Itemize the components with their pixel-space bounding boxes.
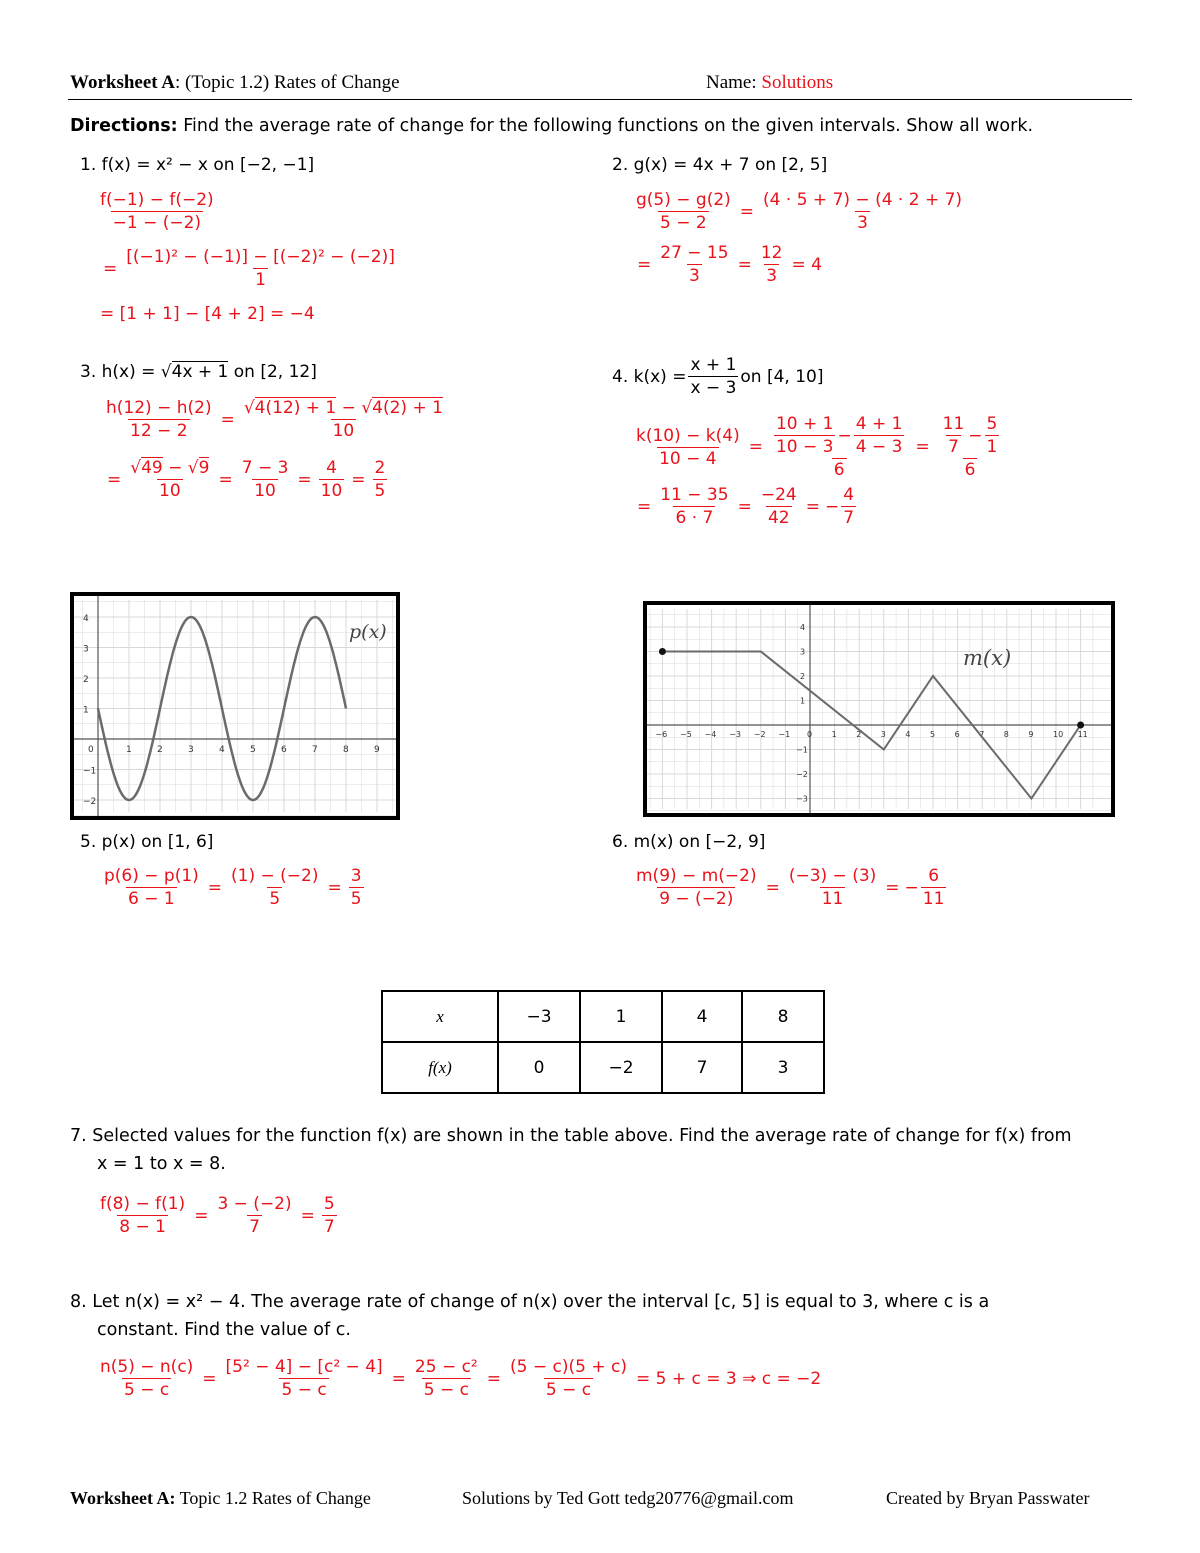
p2-c-den: 3 xyxy=(689,266,700,286)
p4-e-den: 42 xyxy=(767,508,790,528)
p3-c-minus: − xyxy=(162,458,188,478)
worksheet-header xyxy=(70,72,400,94)
p4-c-minus: − xyxy=(968,425,983,446)
x-tick-label: −1 xyxy=(778,730,791,739)
problem-7-line-1: 7. Selected values for the function f(x) are shown in the table above. Find the average rate of change for f(x) from xyxy=(70,1126,1072,1146)
x-tick-label: 5 xyxy=(930,730,936,739)
table-cell: 1 xyxy=(580,991,662,1042)
x-tick-label: 10 xyxy=(1053,730,1064,739)
name-value: Solutions xyxy=(761,72,834,93)
problem-1-prompt: 1. f(x) = x² − x on [−2, −1] xyxy=(80,155,315,175)
p7-a-num: f(8) − f(1) xyxy=(100,1194,186,1214)
graph-m-label: m(x) xyxy=(963,646,1012,670)
p3-a-num: h(12) − h(2) xyxy=(106,398,212,418)
p7-b-den: 7 xyxy=(249,1217,260,1237)
x-tick-label: 9 xyxy=(1028,730,1034,739)
y-tick-label: 3 xyxy=(83,644,89,655)
problem-4-step-1: $\frac{k(10) - k(4)}{10 - 4}$ = $\frac{10 + 1}{10 - 3}$ − $\frac{4 + 1}{4 - 3}$ 6 = $\frac{11}{7}$ − $\frac{5}{1}$ 6 xyxy=(636,414,998,480)
table-cell: 7 xyxy=(662,1042,742,1093)
p4-c-f2-den: 1 xyxy=(986,437,998,457)
p6-b-num: (−3) − (3) xyxy=(788,866,877,886)
p3-f-num: 2 xyxy=(374,458,386,478)
p7-c-den: 7 xyxy=(323,1217,335,1237)
p3-f-den: 5 xyxy=(374,481,386,501)
p3-e-num: 4 xyxy=(326,458,337,478)
p3-d-num: 7 − 3 xyxy=(241,458,289,478)
p2-result: = 4 xyxy=(791,254,822,275)
p3-e-den: 10 xyxy=(320,481,343,501)
name-label: Name: xyxy=(706,72,762,93)
problem-5-step-1: $\frac{p(6) - p(1)}{6 - 1}$ = $\frac{(1) - (-2)}{5}$ = $\frac{3}{5}$ xyxy=(104,866,362,909)
p8-d-den: 5 − c xyxy=(545,1380,592,1400)
p3-prompt-pre: 3. h(x) = xyxy=(80,362,161,382)
p1-step2-den: 1 xyxy=(255,270,266,290)
directions xyxy=(70,116,1033,136)
p4-b-f2-den: 4 − 3 xyxy=(855,437,903,457)
problem-8-line-1: 8. Let n(x) = x² − 4. The average rate of change of n(x) over the interval [c, 5] is equal to 3, where c is a xyxy=(70,1292,990,1312)
p2-a-num: g(5) − g(2) xyxy=(636,190,731,210)
p2-d-num: 12 xyxy=(760,243,783,263)
p4-b-f1-num: 10 + 1 xyxy=(775,414,834,434)
p7-c-num: 5 xyxy=(323,1194,335,1214)
problem-6-step-1: $\frac{m(9) - m(-2)}{9 - (-2)}$ = $\frac{(-3) - (3)}{11}$ = − $\frac{6}{11}$ xyxy=(636,866,945,909)
name-field xyxy=(706,72,833,94)
p6-b-den: 11 xyxy=(821,889,844,909)
problem-7-step-1: $\frac{f(8) - f(1)}{8 - 1}$ = $\frac{3 - (-2)}{7}$ = $\frac{5}{7}$ xyxy=(100,1194,335,1237)
table-row xyxy=(382,1042,824,1093)
graph-m xyxy=(643,601,1115,817)
y-tick-label: 4 xyxy=(800,623,806,632)
footer-created: Created by Bryan Passwater xyxy=(886,1488,1090,1508)
y-tick-label: −1 xyxy=(83,766,97,777)
p4-a-num: k(10) − k(4) xyxy=(636,425,740,446)
p3-b-den: 10 xyxy=(332,421,355,441)
p2-b-den: 3 xyxy=(857,213,868,233)
table-row xyxy=(382,991,824,1042)
problem-4-prompt xyxy=(612,355,824,398)
x-tick-label: −6 xyxy=(655,730,668,739)
p3-b-minus: − xyxy=(336,398,362,418)
y-tick-label: 2 xyxy=(800,672,806,681)
p8-a-den: 5 − c xyxy=(124,1380,170,1400)
p1-step2-num: [(−1)² − (−1)] − [(−2)² − (−2)] xyxy=(126,247,395,267)
x-tick-label: 1 xyxy=(126,745,132,755)
p6-a-den: 9 − (−2) xyxy=(659,889,734,909)
problem-3-step-2: = $\frac{√49 - √9}{10}$ = $\frac{7 - 3}{10}$ = $\frac{4}{10}$ = $\frac{2}{5}$ xyxy=(107,458,386,501)
p3-c-rad2: 9 xyxy=(198,458,210,478)
x-tick-label: −3 xyxy=(729,730,741,739)
p8-b-num: [5² − 4] − [c² − 4] xyxy=(225,1357,383,1377)
p3-d-den: 10 xyxy=(254,481,276,501)
table-header-fx: f(x) xyxy=(382,1042,498,1093)
table-cell: 0 xyxy=(498,1042,580,1093)
header-rule xyxy=(68,99,1132,100)
x-tick-label: 4 xyxy=(219,745,225,755)
p2-d-den: 3 xyxy=(766,266,778,286)
p8-b-den: 5 − c xyxy=(281,1380,327,1400)
x-tick-label: 9 xyxy=(374,745,380,755)
p6-c-den: 11 xyxy=(922,889,945,909)
p1-step1-den: −1 − (−2) xyxy=(112,213,202,233)
x-tick-label: 2 xyxy=(157,745,163,755)
y-tick-label: −2 xyxy=(796,770,808,779)
x-tick-label: 7 xyxy=(312,745,318,755)
p8-c-num: 25 − c² xyxy=(414,1357,478,1377)
x-tick-label: 8 xyxy=(1003,730,1009,739)
graph-m-plot xyxy=(647,605,1111,813)
p4-a-den: 10 − 4 xyxy=(659,448,717,469)
x-tick-label: 6 xyxy=(954,730,960,739)
p3-a-den: 12 − 2 xyxy=(130,421,188,441)
y-tick-label: −1 xyxy=(796,745,808,755)
endpoint-dot xyxy=(659,648,666,655)
p8-result: = 5 + c = 3 ⇒ c = −2 xyxy=(635,1368,822,1389)
table-header-x: x xyxy=(382,991,498,1042)
x-tick-label: 2 xyxy=(856,730,862,739)
y-tick-label: −3 xyxy=(796,794,808,804)
worksheet-label: Worksheet A xyxy=(70,72,176,93)
p7-a-den: 8 − 1 xyxy=(119,1217,166,1237)
directions-label: Directions: xyxy=(70,116,178,136)
p5-a-num: p(6) − p(1) xyxy=(104,866,199,886)
footer-solutions: Solutions by Ted Gott tedg20776@gmail.com xyxy=(462,1488,794,1508)
p3-c-rad1: 49 xyxy=(141,458,163,478)
problem-2-step-2: = $\frac{27 - 15}{3}$ = $\frac{12}{3}$ = 4 xyxy=(637,243,822,286)
endpoint-dot xyxy=(1077,722,1084,729)
problem-8-step-1: $\frac{n(5) - n(c)}{5 - c}$ = $\frac{\text{[5² − 4] − [c² − 4]}}{5 - c}$ = $\frac{\text{25 − c²}}{5 - c}$ = $\frac{(5 - c)(5 + c)}{5 - c}$ = 5 + c = 3 ⇒ c = −2 xyxy=(100,1357,822,1400)
y-tick-label: 1 xyxy=(83,705,89,716)
problem-3-prompt xyxy=(80,362,317,382)
table-cell: −2 xyxy=(580,1042,662,1093)
x-tick-label: 0 xyxy=(88,745,94,755)
directions-text: Find the average rate of change for the following functions on the given intervals. Show all work. xyxy=(177,116,1034,136)
x-tick-label: 8 xyxy=(343,745,349,755)
p4-b-f2-num: 4 + 1 xyxy=(855,414,903,434)
p6-c-sign: − xyxy=(904,877,919,898)
p4-f-den: 7 xyxy=(843,508,855,528)
x-tick-label: 11 xyxy=(1077,730,1088,739)
p8-d-num: (5 − c)(5 + c) xyxy=(510,1357,627,1377)
x-tick-label: −2 xyxy=(753,730,766,739)
graph-p-label: p(x) xyxy=(349,621,387,643)
x-tick-label: 7 xyxy=(979,730,985,739)
x-tick-label: 3 xyxy=(880,730,886,739)
p4-prompt-den: x − 3 xyxy=(690,378,737,398)
problem-1-step-1 xyxy=(96,190,218,233)
x-tick-label: −5 xyxy=(680,730,692,739)
graph-p xyxy=(70,592,400,820)
p3-b-rad2: 4(2) + 1 xyxy=(372,398,443,418)
problem-3-step-1: $\frac{h(12) - h(2)}{12 - 2}$ = $\frac{√4(12) + 1 - √4(2) + 1}{10}$ xyxy=(106,398,443,441)
p4-f-sign: − xyxy=(824,496,840,517)
p1-step1-num: f(−1) − f(−2) xyxy=(100,190,214,210)
problem-4-step-2: = $\frac{11 - 35}{6 \cdot 7}$ = $\frac{-24}{42}$ = − $\frac{4}{7}$ xyxy=(637,485,855,528)
p4-prompt-post: on [4, 10] xyxy=(740,366,824,387)
p4-d-num: 11 − 35 xyxy=(660,485,729,505)
x-tick-label: 4 xyxy=(905,730,911,739)
p3-b-rad1: 4(12) + 1 xyxy=(254,398,337,418)
footer-topic: Topic 1.2 Rates of Change xyxy=(175,1488,371,1508)
radical-sign: √ xyxy=(160,362,172,382)
p5-b-den: 5 xyxy=(269,889,281,909)
problem-2-step-1: $\frac{g(5) - g(2)}{5 - 2}$ = $\frac{(4 \cdot 5 + 7) - (4 \cdot 2 + 7)}{3}$ xyxy=(636,190,963,233)
y-tick-label: 2 xyxy=(83,675,89,685)
y-tick-label: −2 xyxy=(83,797,97,807)
values-table xyxy=(381,990,825,1094)
table-cell: 4 xyxy=(662,991,742,1042)
problem-8-line-2: constant. Find the value of c. xyxy=(97,1320,351,1340)
p8-a-num: n(5) − n(c) xyxy=(100,1357,194,1377)
p6-c-num: 6 xyxy=(928,866,940,886)
p4-c-f1-den: 7 xyxy=(948,437,959,457)
p5-a-den: 6 − 1 xyxy=(128,889,175,909)
x-tick-label: 3 xyxy=(188,745,194,755)
footer-left xyxy=(70,1488,371,1509)
p7-b-num: 3 − (−2) xyxy=(217,1194,292,1214)
p6-a-num: m(9) − m(−2) xyxy=(636,866,757,886)
p8-c-den: 5 − c xyxy=(423,1380,469,1400)
p4-f-num: 4 xyxy=(843,485,855,505)
p4-e-num: −24 xyxy=(760,485,797,505)
graph-p-plot xyxy=(74,596,396,816)
p2-c-num: 27 − 15 xyxy=(660,243,729,263)
p4-b-minus: − xyxy=(837,425,852,446)
footer-worksheet-label: Worksheet A: xyxy=(70,1488,176,1508)
x-tick-label: 0 xyxy=(807,730,813,739)
p4-b-f1-den: 10 − 3 xyxy=(775,437,834,457)
p5-c-num: 3 xyxy=(350,866,362,886)
table-cell: −3 xyxy=(498,991,580,1042)
p2-b-num: (4 ⋅ 5 + 7) − (4 ⋅ 2 + 7) xyxy=(763,190,963,210)
p5-c-den: 5 xyxy=(350,889,362,909)
p4-b-den: 6 xyxy=(833,460,845,480)
y-tick-label: 3 xyxy=(800,647,806,657)
x-tick-label: −4 xyxy=(704,730,717,739)
y-tick-label: 4 xyxy=(83,614,89,624)
p4-prompt-num: x + 1 xyxy=(690,355,737,375)
p4-c-f2-num: 5 xyxy=(986,414,998,434)
p4-d-den: 6 ⋅ 7 xyxy=(675,508,714,528)
problem-1-step-3: = [1 + 1] − [4 + 2] = −4 xyxy=(100,304,315,324)
problem-5-prompt: 5. p(x) on [1, 6] xyxy=(80,832,214,852)
p3-prompt-post: on [2, 12] xyxy=(228,362,317,382)
worksheet-title: : (Topic 1.2) Rates of Change xyxy=(175,72,400,93)
table-cell: 8 xyxy=(742,991,824,1042)
p4-prompt-pre: 4. k(x) = xyxy=(612,366,687,387)
x-tick-label: 1 xyxy=(831,730,837,739)
table-cell: 3 xyxy=(742,1042,824,1093)
x-tick-label: 5 xyxy=(250,745,256,755)
problem-1-step-2: = $\frac{\text{[(−1)² − (−1)] − [(−2)² − (−2)]}}{1}$ xyxy=(103,247,395,290)
problem-6-prompt: 6. m(x) on [−2, 9] xyxy=(612,832,766,852)
p4-c-den: 6 xyxy=(964,460,976,480)
p2-a-den: 5 − 2 xyxy=(660,213,707,233)
y-tick-label: 1 xyxy=(800,696,806,706)
p4-c-f1-num: 11 xyxy=(942,414,965,434)
p5-b-num: (1) − (−2) xyxy=(231,866,319,886)
p3-c-den: 10 xyxy=(159,481,181,501)
p3-prompt-radicand: 4x + 1 xyxy=(171,362,229,382)
problem-7-line-2: x = 1 to x = 8. xyxy=(97,1154,226,1174)
problem-2-prompt: 2. g(x) = 4x + 7 on [2, 5] xyxy=(612,155,828,175)
x-tick-label: 6 xyxy=(281,745,287,755)
